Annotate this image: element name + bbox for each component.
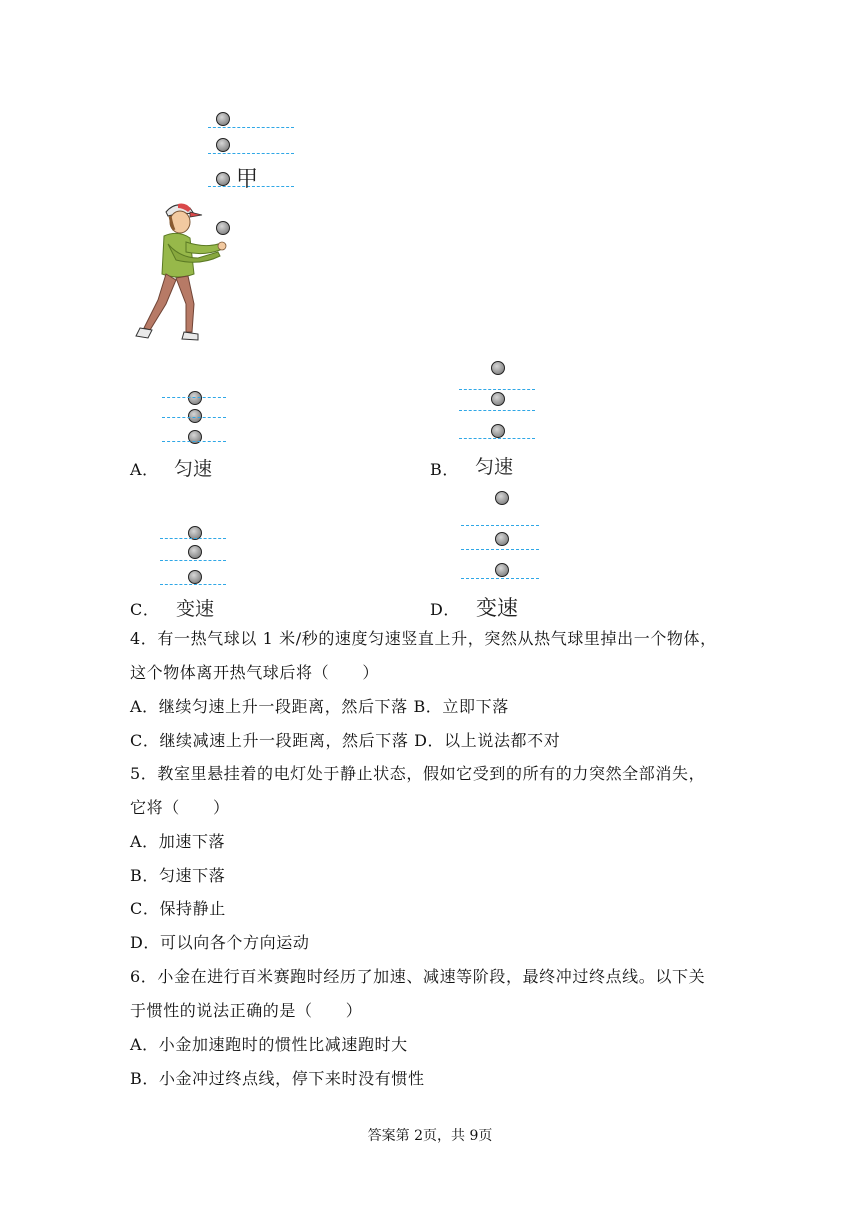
ball-b2 — [491, 392, 505, 406]
dashed-line-b2 — [459, 410, 535, 411]
ball-3 — [216, 172, 230, 186]
ball-d2 — [495, 532, 509, 546]
dashed-line-d2 — [461, 549, 539, 550]
q6-option-a[interactable]: A．小金加速跑时的惯性比减速跑时大 — [130, 1035, 408, 1054]
q5-option-b[interactable]: B．匀速下落 — [130, 866, 226, 885]
dashed-line-d1 — [461, 525, 539, 526]
option-b-letter[interactable]: B． — [430, 460, 459, 479]
boy-illustration — [128, 200, 228, 350]
option-d-caption: 变速 — [476, 596, 518, 620]
q4-stem-line2: 这个物体离开热气球后将（ ） — [130, 663, 380, 682]
ball-d3 — [495, 563, 509, 577]
dashed-line-2 — [208, 153, 294, 154]
figure-label: 甲 — [236, 167, 259, 192]
option-a-figure — [158, 388, 228, 478]
page-footer: 答案第 2页，共 9页 — [367, 1128, 493, 1144]
dashed-line-a2 — [162, 417, 226, 418]
q4-stem-line1: 4．有一热气球以 1 米/秒的速度匀速竖直上升，突然从热气球里掉出一个物体， — [130, 629, 717, 648]
q5-option-d[interactable]: D．可以向各个方向运动 — [130, 933, 310, 952]
option-d-figure — [458, 486, 544, 620]
option-c-figure — [158, 522, 230, 618]
option-a-letter[interactable]: A． — [130, 460, 159, 479]
q5-stem-line1: 5．教室里悬挂着的电灯处于静止状态，假如它受到的所有的力突然全部消失， — [130, 764, 706, 783]
dashed-line-c2 — [160, 560, 226, 561]
q6-option-b[interactable]: B．小金冲过终点线，停下来时没有惯性 — [130, 1069, 425, 1088]
dashed-line-a1 — [162, 397, 226, 398]
dashed-line-b1 — [459, 389, 535, 390]
option-a-caption: 匀速 — [174, 458, 213, 480]
option-b-figure — [455, 358, 540, 478]
q6-stem-line1: 6．小金在进行百米赛跑时经历了加速、减速等阶段，最终冲过终点线。以下关 — [130, 967, 706, 986]
option-b-caption: 匀速 — [475, 456, 514, 478]
ball-c3 — [188, 570, 202, 584]
ball-d1 — [495, 491, 509, 505]
q6-stem-line2: 于惯性的说法正确的是（ ） — [130, 1001, 363, 1020]
q5-stem-line2: 它将（ ） — [130, 798, 230, 817]
dashed-line-d3 — [461, 578, 539, 579]
ball-a2 — [188, 409, 202, 423]
ball-a1 — [188, 391, 202, 405]
ball-2 — [216, 138, 230, 152]
dashed-line-c1 — [160, 538, 226, 539]
q4-options-ab[interactable]: A．继续匀速上升一段距离，然后下落 B．立即下落 — [130, 697, 509, 716]
q4-options-cd[interactable]: C．继续减速上升一段距离，然后下落 D．以上说法都不对 — [130, 731, 561, 750]
dashed-line-1 — [208, 127, 294, 128]
main-figure — [120, 100, 320, 350]
q5-option-c[interactable]: C．保持静止 — [130, 899, 226, 918]
dashed-line-b3 — [459, 438, 535, 439]
option-c-letter[interactable]: C． — [130, 600, 160, 619]
dashed-line-c3 — [160, 584, 226, 585]
ball-b1 — [491, 361, 505, 375]
option-c-caption: 变速 — [176, 598, 215, 620]
ball-b3 — [491, 424, 505, 438]
dashed-line-a3 — [162, 441, 226, 442]
ball-1 — [216, 112, 230, 126]
option-d-letter[interactable]: D． — [430, 600, 461, 619]
ball-c2 — [188, 545, 202, 559]
q5-option-a[interactable]: A．加速下落 — [130, 832, 226, 851]
